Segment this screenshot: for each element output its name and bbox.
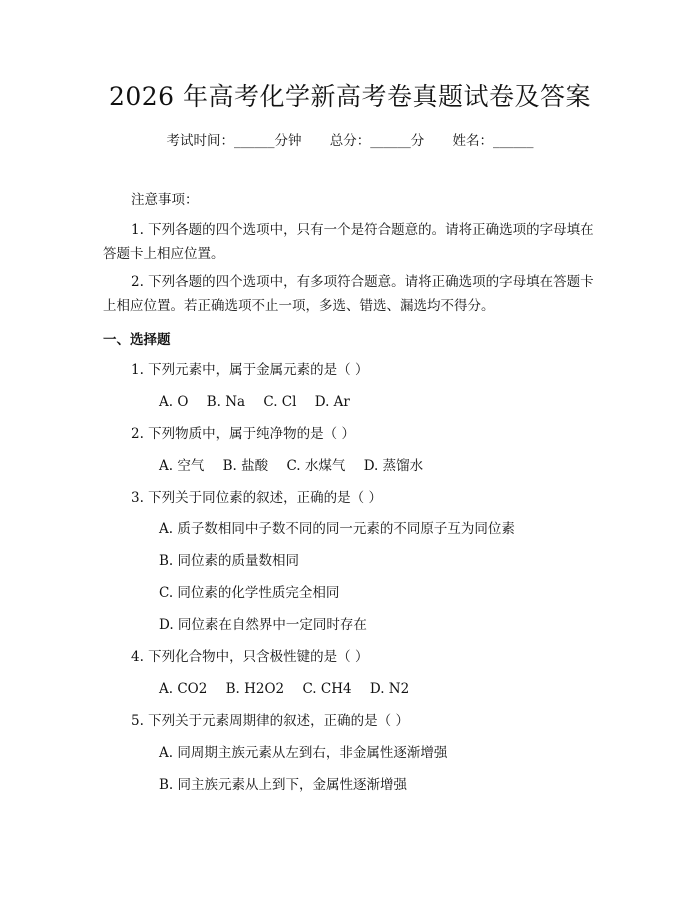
question-stem: 4. 下列化合物中，只含极性键的是（ ） xyxy=(131,649,369,665)
exam-meta-line xyxy=(0,131,700,151)
note-item: 2. 下列各题的四个选项中，有多项符合题意。请将正确选项的字母填在答题卡上相应位置。若正确选项不止一项，多选、错选、漏选均不得分。 xyxy=(103,274,594,314)
option-a: A. CO2 xyxy=(159,681,208,697)
question-stem: 1. 下列元素中，属于金属元素的是（ ） xyxy=(131,362,369,378)
option-d: D. 同位素在自然界中一定同时存在 xyxy=(159,617,367,633)
question-options xyxy=(159,456,437,476)
option-a: A. 空气 xyxy=(159,458,205,474)
option-b: B. 同主族元素从上到下，金属性逐渐增强 xyxy=(159,777,408,793)
exam-title: 2026 年高考化学新高考卷真题试卷及答案 xyxy=(108,82,592,111)
total-score-field: 总分：______分 xyxy=(329,133,425,149)
option-c: C. 水煤气 xyxy=(286,458,346,474)
option-c: C. 同位素的化学性质完全相同 xyxy=(159,585,340,601)
question-stem: 5. 下列关于元素周期律的叙述，正确的是（ ） xyxy=(131,713,409,729)
question-stem: 3. 下列关于同位素的叙述，正确的是（ ） xyxy=(131,490,382,506)
option-b: B. 同位素的质量数相同 xyxy=(159,553,300,569)
option-c: C. CH4 xyxy=(302,681,352,697)
notes-heading: 注意事项： xyxy=(131,192,199,208)
note-item: 1. 下列各题的四个选项中，只有一个是符合题意的。请将正确选项的字母填在答题卡上相应位置。 xyxy=(103,222,594,262)
question-options xyxy=(159,679,423,699)
option-b: B. H2O2 xyxy=(225,681,285,697)
option-a: A. 同周期主族元素从左到右，非金属性逐渐增强 xyxy=(159,745,448,761)
option-a: A. 质子数相同中子数不同的同一元素的不同原子互为同位素 xyxy=(159,521,515,537)
option-c: C. Cl xyxy=(263,394,297,410)
option-b: B. 盐酸 xyxy=(222,458,269,474)
option-d: D. Ar xyxy=(314,394,350,410)
question-stem: 2. 下列物质中，属于纯净物的是（ ） xyxy=(131,426,355,442)
name-field: 姓名：______ xyxy=(452,133,534,149)
exam-time-field: 考试时间：______分钟 xyxy=(166,133,302,149)
option-b: B. Na xyxy=(206,394,246,410)
option-a: A. O xyxy=(159,394,189,410)
section-title: 一、选择题 xyxy=(103,332,171,348)
option-d: D. 蒸馏水 xyxy=(363,458,424,474)
question-options xyxy=(159,392,364,412)
option-d: D. N2 xyxy=(369,681,410,697)
